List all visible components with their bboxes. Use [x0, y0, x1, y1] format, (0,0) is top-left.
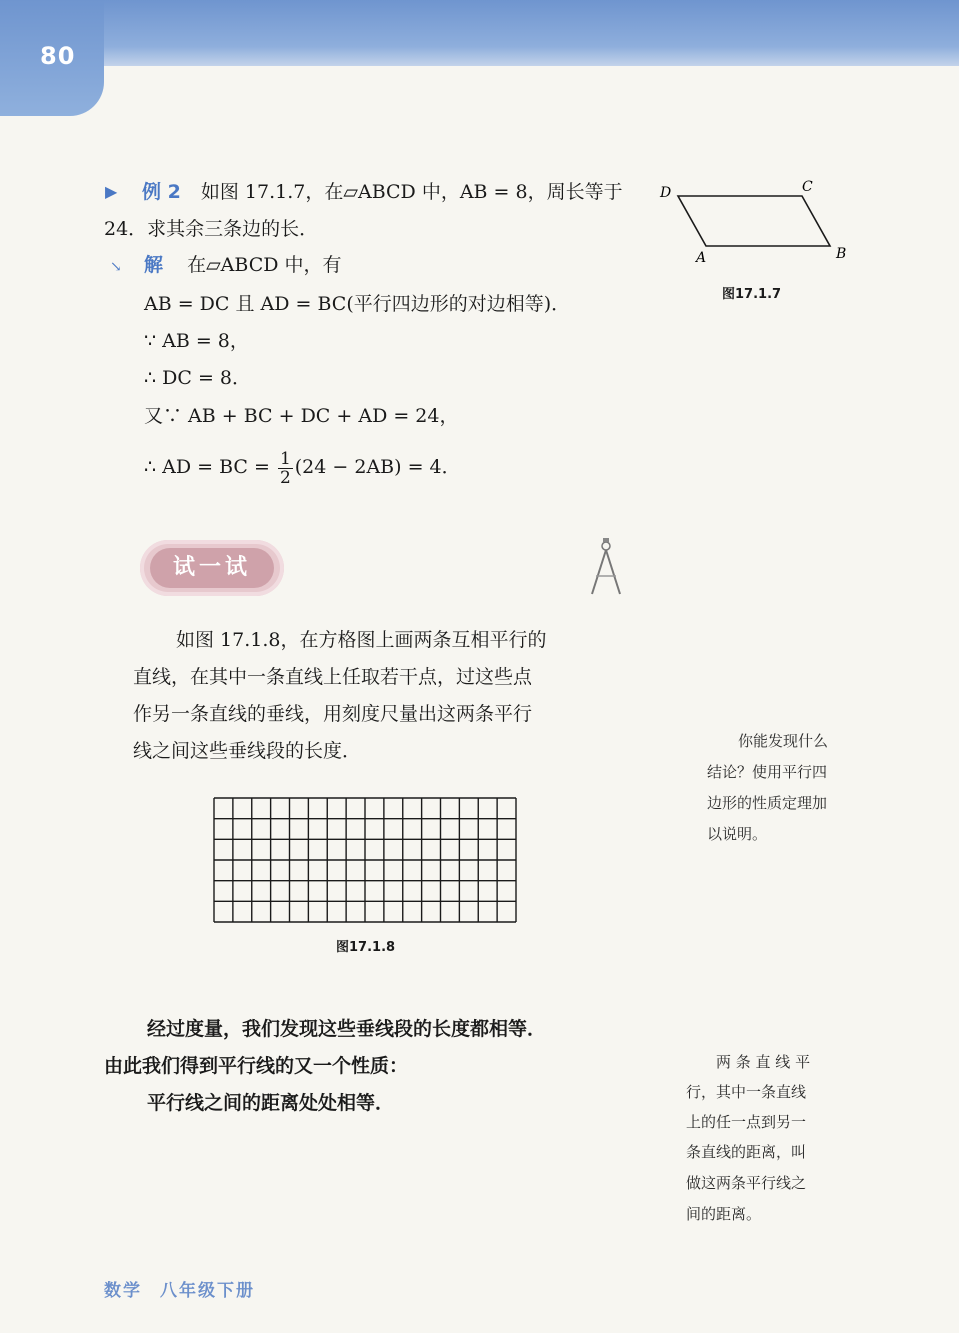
side-note-2-line-6: 间的距离。	[686, 1205, 762, 1223]
try-paragraph-1: 如图 17.1.8，在方格图上画两条互相平行的	[176, 629, 547, 651]
solution-line-3: ∴ DC = 8．	[144, 367, 251, 389]
side-note-2-line-1: 两 条 直 线 平	[716, 1053, 811, 1071]
side-note-1-line-1: 你能发现什么	[738, 732, 829, 750]
vertex-label-a: A	[696, 250, 707, 266]
fraction-numerator: 1	[279, 448, 291, 469]
side-note-2-line-2: 行，其中一条直线	[686, 1083, 807, 1101]
try-paragraph-4: 线之间这些垂线段的长度．	[133, 740, 362, 762]
solution-line-5-suffix: (24 − 2AB) = 4．	[294, 456, 461, 478]
try-badge-label: 试一试	[150, 548, 274, 588]
example-line-1	[142, 180, 623, 204]
compass-icon	[584, 536, 628, 600]
solution-line-5	[144, 447, 461, 487]
side-note-2-line-3: 上的任一点到另一	[686, 1113, 807, 1131]
example-label: 例 2	[142, 181, 181, 203]
fraction-denominator: 2	[279, 467, 291, 488]
side-note-2-line-5: 做这两条平行线之	[686, 1174, 807, 1192]
property-statement: 平行线之间的距离处处相等．	[147, 1092, 395, 1114]
footer-subject: 数学	[104, 1281, 142, 1301]
fraction-one-half	[278, 450, 293, 487]
vertex-label-c: C	[802, 179, 813, 195]
solution-mark-icon: ↘	[110, 259, 122, 275]
vertex-label-b: B	[836, 246, 847, 262]
footer	[104, 1276, 255, 1301]
side-note-2-line-4: 条直线的距离，叫	[686, 1143, 807, 1161]
try-paragraph-3: 作另一条直线的垂线，用刻度尺量出这两条平行	[133, 703, 533, 725]
vertex-label-d: D	[660, 185, 672, 201]
solution-label: 解	[144, 254, 164, 276]
conclusion-line-2: 由此我们得到平行线的又一个性质：	[104, 1055, 409, 1077]
page-number: 80	[40, 42, 76, 70]
footer-grade: 八年级下册	[160, 1281, 255, 1301]
side-note-1-line-2: 结论？使用平行四	[707, 763, 828, 781]
solution-intro: 在▱ABCD 中，有	[187, 254, 342, 276]
example-question-2: 24．求其余三条边的长．	[104, 218, 319, 240]
parallelogram-figure	[650, 174, 860, 270]
conclusion-line-1: 经过度量，我们发现这些垂线段的长度都相等．	[147, 1018, 547, 1040]
triangle-arrow-icon: ▶	[105, 182, 118, 201]
solution-intro-line	[144, 253, 342, 277]
example-question-1: 如图 17.1.7，在▱ABCD 中，AB = 8，周长等于	[200, 181, 623, 203]
side-note-1-line-4: 以说明。	[707, 825, 768, 843]
solution-line-5-prefix: ∴ AD = BC =	[144, 456, 276, 478]
try-paragraph-2: 直线，在其中一条直线上任取若干点，过这些点	[133, 666, 533, 688]
parallelogram-shape	[678, 196, 830, 246]
solution-line-4: 又∵ AB + BC + DC + AD = 24，	[144, 405, 459, 427]
solution-line-2: ∵ AB = 8，	[144, 330, 249, 352]
side-note-1-line-3: 边形的性质定理加	[707, 794, 828, 812]
figure-caption-17-1-7: 图17.1.7	[722, 287, 782, 302]
try-section-badge	[140, 540, 284, 596]
header-band	[0, 0, 959, 66]
figure-caption-17-1-8: 图17.1.8	[336, 940, 396, 955]
solution-line-1: AB = DC 且 AD = BC(平行四边形的对边相等)．	[144, 293, 571, 315]
square-grid-figure	[212, 796, 518, 924]
